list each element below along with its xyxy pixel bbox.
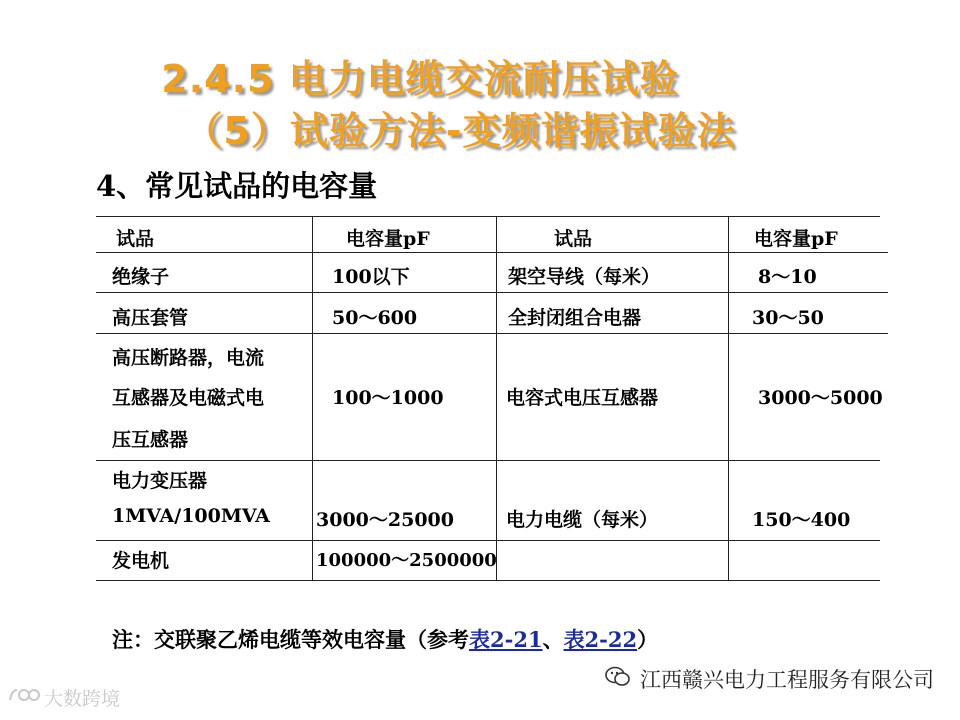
table-header-cell: 电容量pF	[754, 228, 838, 250]
footnote-suffix: ）	[637, 627, 659, 652]
table-cell: 3000～5000	[758, 387, 883, 409]
footnote	[112, 624, 658, 654]
title-line-2: （5）试验方法-变频谐振试验法	[184, 109, 736, 153]
table-cell: 架空导线（每米）	[508, 266, 661, 288]
table-cell: 150～400	[752, 509, 851, 531]
table-rule	[96, 460, 880, 461]
table-rule	[96, 580, 880, 581]
table-rule	[96, 333, 888, 334]
table-rule	[96, 216, 880, 217]
table-cell: 3000～25000	[316, 509, 454, 531]
table-cell-line: 1MVA/100MVA	[112, 505, 270, 527]
table-col-divider	[728, 216, 729, 580]
source-watermark	[8, 684, 120, 711]
table-col-divider	[312, 216, 313, 580]
table-cell: 100000～2500000	[316, 550, 497, 571]
table-cell-line: 互感器及电磁式电	[112, 387, 265, 409]
source-name: 大数跨境	[44, 688, 121, 710]
table-rule	[96, 540, 880, 541]
table-header-cell: 电容量pF	[346, 228, 430, 250]
table-cell: 全封闭组合电器	[508, 307, 642, 329]
table-cell: 电容式电压互感器	[506, 387, 659, 409]
table-header-cell: 试品	[116, 228, 155, 250]
table-cell: 100以下	[332, 266, 410, 288]
table-header-cell: 试品	[554, 228, 593, 250]
section-heading: 4、常见试品的电容量	[96, 169, 378, 203]
table-rule	[96, 292, 888, 293]
footnote-text: 注：交联聚乙烯电缆等效电容量（参考	[112, 627, 469, 652]
watermark-logo-icon	[8, 686, 40, 709]
table-cell: 30～50	[752, 307, 824, 329]
publisher-watermark	[604, 664, 934, 694]
table-cell: 高压套管	[112, 307, 189, 329]
table-2-21-link[interactable]: 表2-21	[469, 627, 543, 652]
table-cell-line: 高压断路器，电流	[112, 347, 265, 369]
publisher-name: 江西赣兴电力工程服务有限公司	[640, 668, 934, 692]
table-cell: 50～600	[332, 307, 418, 329]
table-cell: 电力电缆（每米）	[506, 509, 659, 531]
title-line-1: 2.4.5 电力电缆交流耐压试验	[161, 57, 679, 101]
table-cell: 8～10	[758, 266, 817, 288]
table-col-divider	[496, 216, 497, 580]
table-cell: 绝缘子	[112, 266, 170, 288]
table-cell: 100～1000	[332, 387, 444, 409]
footnote-separator: 、	[542, 627, 564, 652]
table-rule	[96, 252, 888, 253]
table-2-22-link[interactable]: 表2-22	[563, 627, 638, 652]
table-cell: 发电机	[112, 550, 170, 572]
table-cell-line: 压互感器	[112, 429, 189, 451]
wechat-icon	[604, 665, 632, 694]
table-cell-line: 电力变压器	[112, 470, 208, 492]
